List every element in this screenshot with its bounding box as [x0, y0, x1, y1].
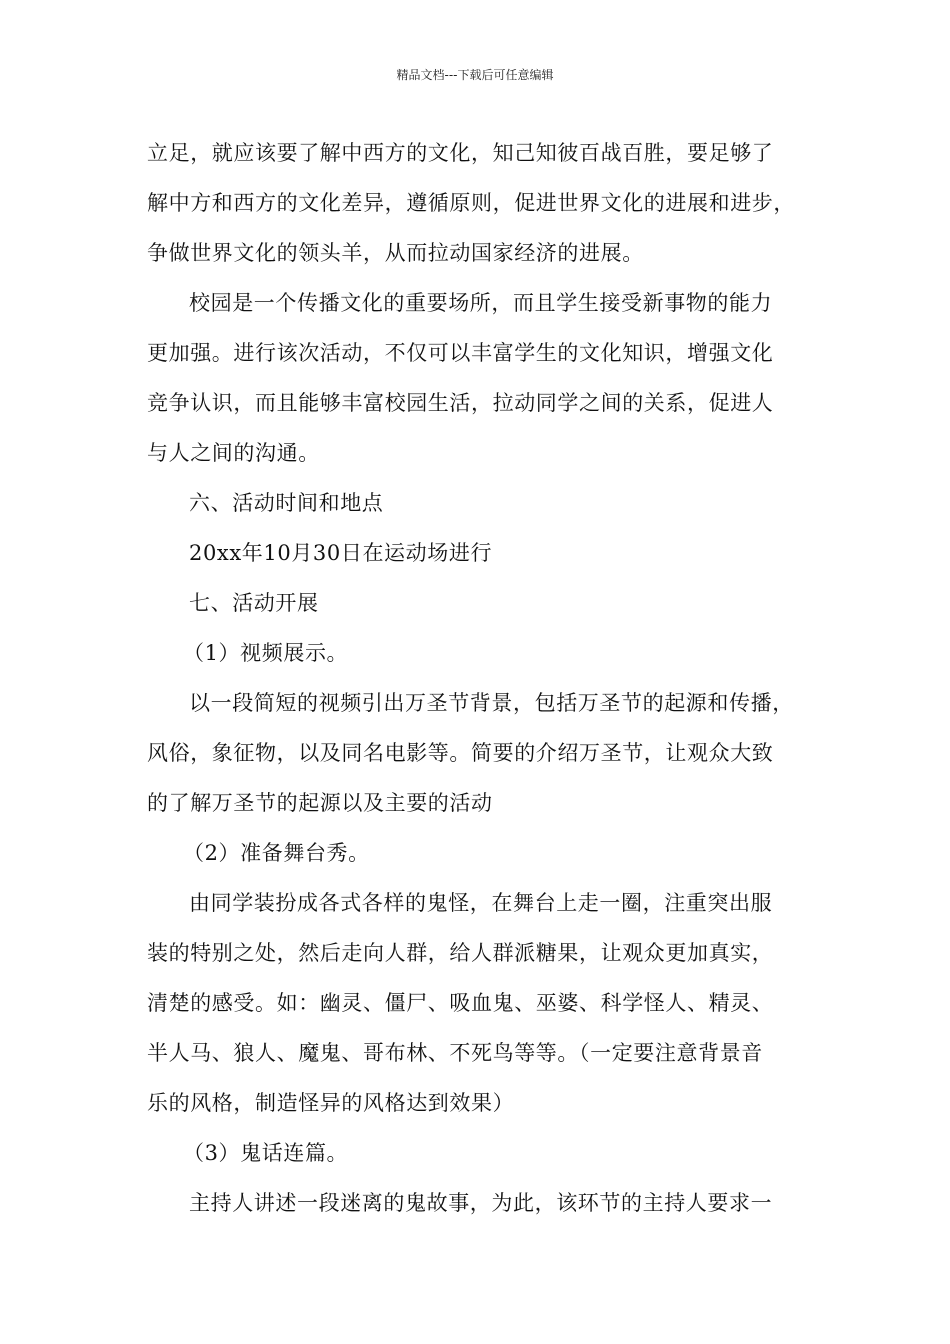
section-heading: 七、活动开展 [189, 591, 319, 615]
text-line: 乐的风格，制造怪异的风格达到效果） [147, 1091, 515, 1115]
text-line: 解中方和西方的文化差异，遵循原则，促进世界文化的进展和进步， [147, 191, 795, 215]
text-line: 争做世界文化的领头羊，从而拉动国家经济的进展。 [147, 241, 644, 265]
text-line: 的了解万圣节的起源以及主要的活动 [147, 791, 493, 815]
subsection-heading: （3）鬼话连篇。 [183, 1141, 349, 1165]
text-line: 半人马、狼人、魔鬼、哥布林、不死鸟等等。（一定要注意背景音 [147, 1041, 763, 1065]
event-date-line: 20xx年10月30日在运动场进行 [189, 541, 493, 565]
document-body [147, 128, 837, 1228]
text-line: 竞争认识，而且能够丰富校园生活，拉动同学之间的关系，促进人 [147, 391, 774, 415]
paragraph-start-line: 以一段简短的视频引出万圣节背景，包括万圣节的起源和传播， [189, 691, 794, 715]
text-line: 装的特别之处，然后走向人群，给人群派糖果，让观众更加真实， [147, 941, 774, 965]
subsection-heading: （1）视频展示。 [183, 641, 349, 665]
text-line: 立足，就应该要了解中西方的文化，知己知彼百战百胜，要足够了 [147, 141, 774, 165]
paragraph-start-line: 主持人讲述一段迷离的鬼故事，为此，该环节的主持人要求一 [189, 1191, 773, 1215]
subsection-heading: （2）准备舞台秀。 [183, 841, 370, 865]
section-heading: 六、活动时间和地点 [189, 491, 384, 515]
text-line: 清楚的感受。如：幽灵、僵尸、吸血鬼、巫婆、科学怪人、精灵、 [147, 991, 774, 1015]
page-header: 精品文档---下载后可任意编辑 [396, 68, 554, 82]
paragraph-start-line: 校园是一个传播文化的重要场所，而且学生接受新事物的能力 [189, 291, 773, 315]
text-line: 更加强。进行该次活动，不仅可以丰富学生的文化知识，增强文化 [147, 341, 774, 365]
text-line: 与人之间的沟通。 [147, 441, 320, 465]
paragraph-start-line: 由同学装扮成各式各样的鬼怪，在舞台上走一圈，注重突出服 [189, 891, 773, 915]
text-line: 风俗，象征物，以及同名电影等。简要的介绍万圣节，让观众大致 [147, 741, 774, 765]
